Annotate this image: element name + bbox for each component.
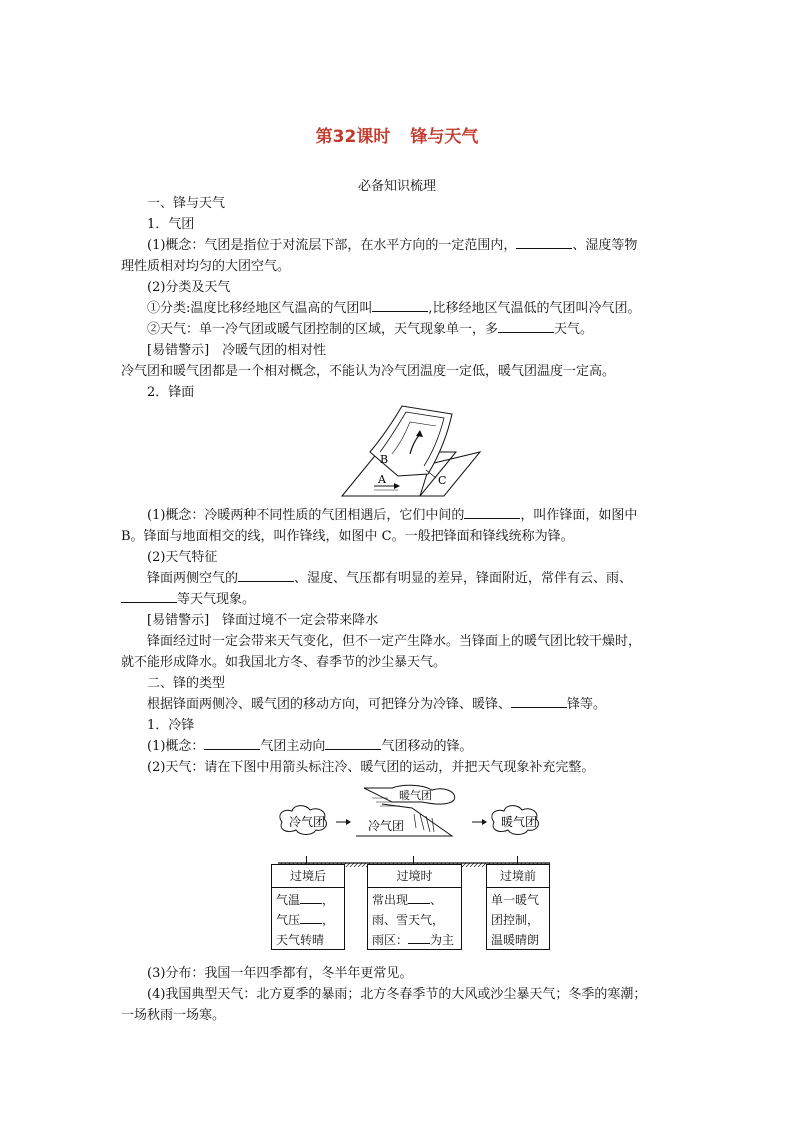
- cold-mass-label: 冷气团: [289, 815, 326, 829]
- cold-front-weather: (2)天气：请在下图中用箭头标注冷、暖气团的运动，并把天气现象补充完整。: [147, 760, 595, 775]
- label-b: B: [380, 453, 389, 466]
- before-header: 过境前: [487, 865, 549, 888]
- typical-weather-text: (4)我国典型天气：北方夏季的暴雨；北方冬春季节的大风或沙尘暴天气；冬季的寒潮；: [147, 987, 647, 1002]
- feature-heading: (2)天气特征: [147, 550, 218, 565]
- connector-line: [306, 856, 307, 864]
- label-a: A: [378, 473, 386, 486]
- blank-field[interactable]: [204, 737, 260, 750]
- warning-text-2-cont: 就不能形成降水。如我国北方冬、春季节的沙尘暴天气。: [121, 655, 447, 670]
- before-line-1: 单一暖气: [491, 893, 540, 907]
- after-header: 过境后: [272, 865, 344, 888]
- warning-title-1: [易错警示] 冷暖气团的相对性: [147, 343, 327, 358]
- blank-field[interactable]: [238, 569, 294, 582]
- blank-field[interactable]: [121, 590, 177, 603]
- connector-line: [413, 856, 414, 864]
- feature-text-cont: 等天气现象。: [121, 590, 255, 610]
- blank-field[interactable]: [325, 737, 381, 750]
- front-types-intro: 根据锋面两侧冷、暖气团的移动方向，可把锋分为冷锋、暖锋、 锋等。: [147, 697, 607, 712]
- front-heading: 2．锋面: [147, 385, 195, 400]
- before-line-3: 温暖晴朗: [491, 933, 540, 947]
- lesson-number: 第32课时: [315, 127, 391, 147]
- air-mass-heading: 1．气团: [147, 217, 195, 232]
- weather-text: ②天气：单一冷气团或暖气团控制的区域，天气现象单一，多 天气。: [147, 322, 594, 337]
- front-concept-cont: B。锋面与地面相交的线，叫作锋线，如图中 C。一般把锋面和锋线统称为锋。: [121, 529, 574, 544]
- blank-field[interactable]: [408, 931, 430, 944]
- blank-field[interactable]: [300, 911, 322, 924]
- warning-text-2: 锋面经过时一定会带来天气变化，但不一定产生降水。当锋面上的暖气团比较干燥时，: [147, 634, 642, 649]
- front-diagram: [340, 404, 490, 502]
- blank-field[interactable]: [408, 891, 430, 904]
- blank-field[interactable]: [300, 891, 322, 904]
- before-passage-box: [486, 864, 550, 950]
- air-mass-concept-cont: 理性质相对均匀的大团空气。: [121, 259, 291, 274]
- during-header: 过境时: [368, 865, 461, 888]
- cold-front-diagram: [272, 784, 552, 862]
- blank-field[interactable]: [372, 299, 428, 312]
- section-heading-2: 二、锋的类型: [147, 676, 226, 691]
- cold-front-heading: 1．冷锋: [147, 718, 195, 733]
- classification-text: ①分类:温度比移经地区气温高的气团叫 ,比移经地区气温低的气团叫冷气团。: [147, 301, 641, 316]
- warning-text-1: 冷气团和暖气团都是一个相对概念，不能认为冷气团温度一定低，暖气团温度一定高。: [121, 364, 616, 379]
- connector-line: [517, 856, 518, 864]
- distribution-text: (3)分布：我国一年四季都有，冬半年更常见。: [147, 966, 413, 981]
- before-line-2: 团控制，: [491, 913, 540, 927]
- blank-field[interactable]: [464, 506, 520, 519]
- after-passage-box: [271, 864, 345, 950]
- during-line-3: 雨区： 为主: [372, 933, 455, 947]
- front-concept: (1)概念：冷暖两种不同性质的气团相遇后，它们中间的 ，叫作锋面，如图中: [147, 508, 638, 523]
- section-heading-1: 一、锋与天气: [147, 196, 226, 211]
- after-line-2: 气压 ，: [276, 913, 335, 927]
- cold-mass-inner-label: 冷气团: [368, 819, 405, 833]
- cold-front-concept: (1)概念： 气团主动向 气团移动的锋。: [147, 739, 473, 754]
- blank-field[interactable]: [511, 695, 567, 708]
- during-passage-box: [367, 864, 462, 950]
- lesson-topic: 锋与天气: [410, 127, 479, 147]
- after-line-3: 天气转晴: [276, 933, 325, 947]
- air-mass-concept: (1)概念：气团是指位于对流层下部，在水平方向的一定范围内， 、湿度等物: [147, 238, 638, 253]
- warning-title-2: [易错警示] 锋面过境不一定会带来降水: [147, 613, 379, 628]
- typical-weather-cont: 一场秋雨一场寒。: [121, 1008, 226, 1023]
- warm-mass-label: 暖气团: [501, 815, 538, 829]
- during-line-2: 雨、雪天气，: [372, 913, 445, 927]
- classification-heading: (2)分类及天气: [147, 280, 231, 295]
- warm-mass-inner-label: 暖气团: [399, 789, 432, 802]
- label-c: C: [438, 474, 447, 487]
- page-title: [0, 122, 794, 147]
- blank-field[interactable]: [516, 236, 572, 249]
- during-line-1: 常出现 、: [372, 893, 443, 907]
- after-line-1: 气温 ，: [276, 893, 335, 907]
- subtitle: 必备知识梳理: [357, 179, 436, 194]
- feature-text: 锋面两侧空气的 、湿度、气压都有明显的差异，锋面附近，常伴有云、雨、: [147, 571, 633, 586]
- blank-field[interactable]: [498, 320, 554, 333]
